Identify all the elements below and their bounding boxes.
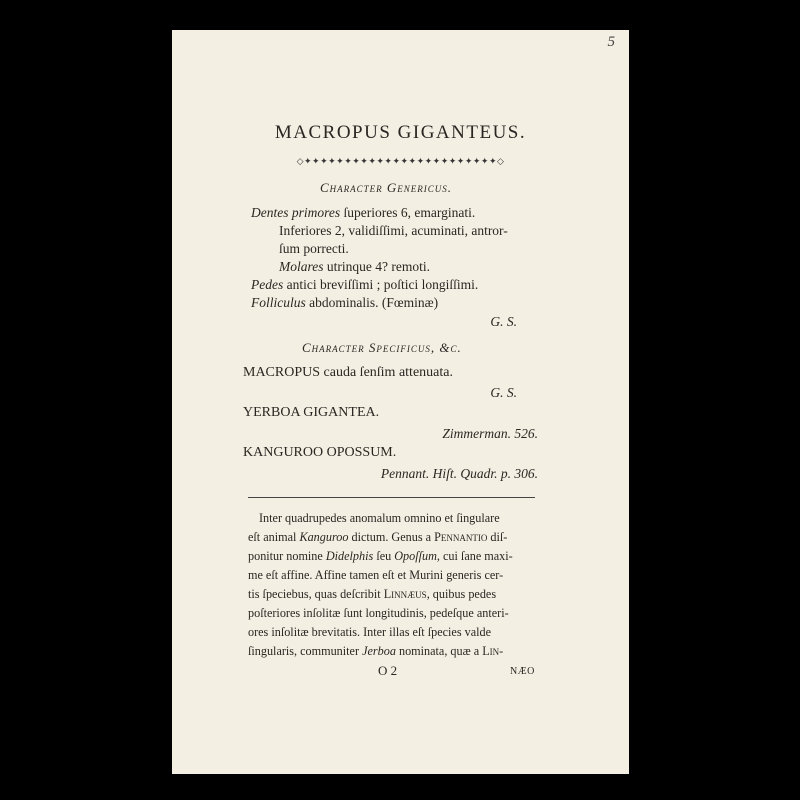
para-name-pennantio: Pennantio [434,530,488,544]
genericus-line-2: Inferiores 2, validiſſimi, acuminati, antror- [279,223,508,238]
book-page [172,30,629,774]
genericus-text-folliculus: abdominalis. (Fœminæ) [305,295,439,310]
synonym-name-1: YERBOA GIGANTEA. [243,405,380,420]
genericus-line-6 [251,295,438,311]
genericus-author: G. S. [490,314,517,329]
signature-mark: O 2 [378,663,398,678]
para-text: , cui ſane maxi- [436,549,513,563]
genericus-term-dentes: Dentes primores [251,205,341,220]
genericus-line-5 [251,277,478,293]
para-term-kanguroo: Kanguroo [299,530,349,544]
para-text: dictum. Genus a [348,530,435,544]
genericus-text-pedes: antici breviſſimi ; poſtici longiſſimi. [283,277,479,292]
para-text: eſt animal [248,530,300,544]
genericus-term-pedes: Pedes [251,277,284,292]
para-term-didelphis: Didelphis [325,549,374,563]
genericus-line-4 [279,259,430,275]
catchword: NÆO [510,666,535,677]
genericus-heading: Character Genericus. [320,180,453,195]
para-name-linnaeus-start: Lin- [482,644,504,658]
genericus-text-dentes: ſuperiores 6, emarginati. [340,205,476,220]
paragraph-line-6: poſteriores inſolitæ ſunt longitudinis, pedeſque anteri- [248,606,509,620]
paragraph-line-1: Inter quadrupedes anomalum omnino et ſingulare [259,511,500,525]
para-text: tis ſpeciebus, quas deſcribit [248,587,384,601]
ornament-divider: ◇✦✦✦✦✦✦✦✦✦✦✦✦✦✦✦✦✦✦✦✦✦✦✦✦◇ [296,156,505,166]
synonym-ref-2: Pennant. Hiſt. Quadr. p. 306. [380,466,538,481]
para-text: , quibus pedes [426,587,497,601]
paragraph-line-8 [248,644,503,659]
genericus-term-folliculus: Folliculus [251,295,306,310]
para-term-jerboa: Jerboa [362,644,396,658]
genericus-line-3: ſum porrecti. [279,241,349,256]
specificus-genus: MACROPUS [243,365,321,380]
page-title: MACROPUS GIGANTEUS. [274,122,527,143]
specificus-author: G. S. [490,385,517,400]
paragraph-line-7: ores inſolitæ brevitatis. Inter illas eſt ſpecies valde [248,625,492,639]
para-text: ponitur nomine [248,549,326,563]
synonym-ref-1: Zimmerman. 526. [442,426,538,441]
para-text: ſingularis, communiter [248,644,363,658]
para-name-linnaeus: Linnæus [383,587,427,601]
para-text: nominata, quæ a [395,644,483,658]
specificus-line [243,365,453,381]
para-term-opossum: Opoſſum [394,549,437,563]
genericus-line-1 [251,205,475,221]
paragraph-line-4: me eſt affine. Affine tamen eſt et Murini generis cer- [248,568,504,582]
horizontal-rule [248,497,535,498]
paragraph-line-3 [248,549,513,564]
genericus-term-molares: Molares [279,259,324,274]
paragraph-line-5 [248,587,496,602]
specificus-heading: Character Specificus, &c. [302,340,462,355]
para-text: ſeu [373,549,395,563]
synonym-name-2: KANGUROO OPOSSUM. [243,445,397,460]
page-number: 5 [607,34,615,50]
paragraph-line-2 [248,530,507,545]
para-text: diſ- [487,530,508,544]
genericus-text-molares: utrinque 4? remoti. [323,259,430,274]
specificus-text: cauda ſenſim attenuata. [320,365,453,380]
